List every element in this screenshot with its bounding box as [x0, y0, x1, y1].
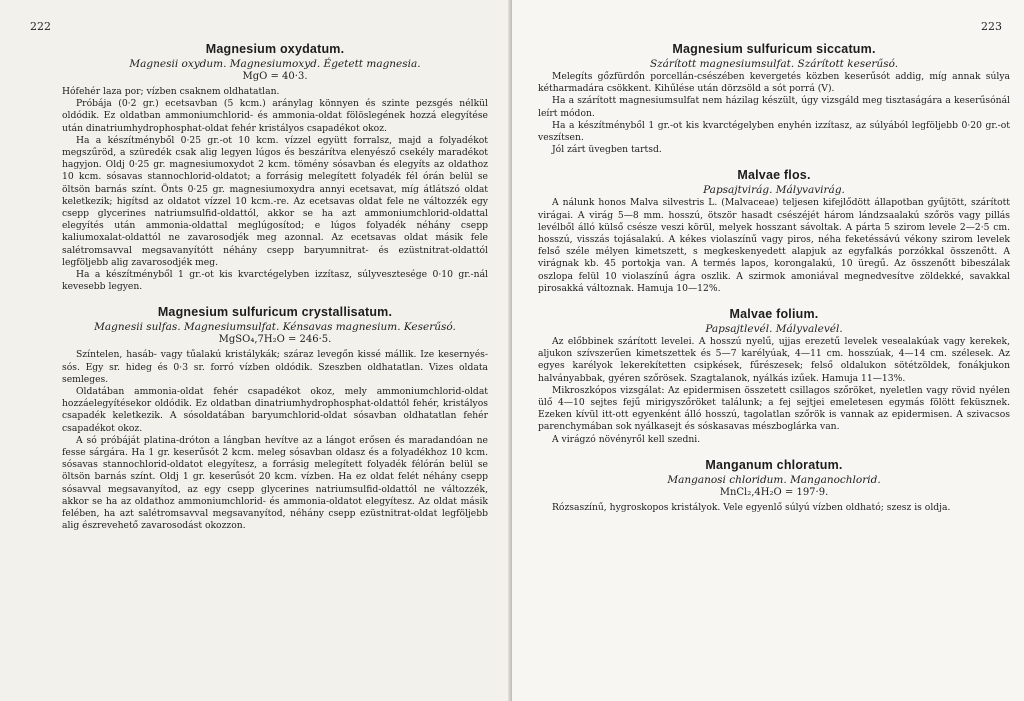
section-malvae-flos [538, 168, 1010, 295]
paragraph: A virágzó növényről kell szedni. [552, 433, 701, 445]
section-magnesium-oxydatum [62, 42, 488, 293]
section-magnesium-sulfuricum-crystallisatum [62, 305, 488, 532]
section-subtitle: Szárított magnesiumsulfat. Szárított keserűsó. [649, 58, 899, 70]
page-number: 222 [30, 20, 51, 33]
section-manganum-chloratum [538, 458, 1010, 514]
section-subtitle: Magnesii oxydum. Magnesiumoxyd. Égetett magnesia. [129, 58, 421, 70]
formula: MgO = 40·3. [242, 71, 308, 82]
section-malvae-folium [538, 307, 1010, 446]
paragraph: Az előbbinek szárított levelei. A hosszú nyelű, ujjas erezetű levelek vesealakúak vagy kerekek, aljukon szívszerűen kimetszettek és 5—7 karélyúak, 4—11 cm. hosszúak, 4—14 cm. szélesek. Az egyes karélyok lekerekítetten csipkések, fűrészesek; felső oldalukon sötétzöldek, fonákjukon halványabbak, gyéren szőrösek. Szagtalanok, nyálkás izűek. Hamuja 11—13%. [538, 336, 1010, 384]
section-subtitle: Manganosi chloridum. Manganochlorid. [667, 473, 881, 486]
paragraph: A nálunk honos Malva silvestris L. (Malvaceae) teljesen kifejlődött állapotban gyűjtött, szárított virágai. A virág 5—8 mm. hosszú, ötször hasadt csészéjét három lándzsaalakú szőrös vagy pillás levélből álló külső csésze veszi körül, melyek hosszant sávoltak. A párta 5 szirom levele 2—2·5 cm. hosszú, visszás tojásalakú. A kékes violaszínű vagy piros, néha feketéssávú vékony szirom levelek felső széle mélyen kimetszett, s megkeskenyedett alapjuk az egyfalkás porzókkal összenőtt. A virágnak kb. 45 portokja van. A termés lapos, korongalakú, 10 üregű. Az összenőtt bibeszálak oszlopa felül 10 violaszínű ágra oszlik. A szirmok amoniával megnedvesítve zöldekké, savakkal pirosakká változnak. Hamuja 10—12%. [538, 197, 1010, 294]
page-number: 223 [981, 20, 1002, 33]
section-title: Malvae flos. [737, 168, 811, 183]
section-magnesium-sulfuricum-siccatum [538, 42, 1010, 156]
section-subtitle: Papsajtlevél. Mályvalevél. [705, 323, 843, 336]
paragraph: Ha a készítményből 0·25 gr.-ot 10 kcm. vízzel együtt forralsz, majd a folyadékot megszűröd, a szüredék csak alig legyen lúgos és beszárítva elenyésző csekély maradékot hagyjon. Oldj 0·25 gr. magnesiumoxydot 2 kcm. tömény sósavban és elegyíts az oldathoz 10 kcm. sósavas stannochlorid-oldatot; a forrásig melegített folyadék fél órán belül se öltsön barnás színt. Önts 0·25 gr. magnesiumoxydra annyi ecetsavat, míg átlátszó oldat keletkezik; higítsd az oldatot vízzel 10 kcm.-re. Az ecetsavas oldat fele ne változzék egy csepp glycerines natriumsulfid-oldattól, akkor se ha azt ammoniumchlorid-oldattal elegyítés után ammonia-oldattal meglúgosítod; e lúgos folyadék néhány csepp kaliumoxalat-oldattól ne zavarosodjék meg azonnal. Az ecetsavas oldat másik fele salétromsavval megsavanyítótt néhány csepp baryumnitrat- és ezüstnitrat-oldattól legföljebb alig zavarosodjék meg. [62, 134, 488, 268]
paragraph: Próbája (0·2 gr.) ecetsavban (5 kcm.) aránylag könnyen és szinte pezsgés nélkül oldódik. Ez oldatban ammoniumchlorid- és ammonia-oldat fölöslegének hozzá elegyítése után dinatriumhydrophosphat-oldat fehér kristályos csapadékot okoz. [62, 98, 488, 134]
paragraph: Jól zárt üvegben tartsd. [552, 144, 662, 156]
paragraph: Színtelen, hasáb- vagy tűalakú kristálykák; száraz levegőn kissé mállik. Ize kesernyés-sós. Egy sr. hideg és 0·3 sr. forró vízben oldódik. Szeszben oldhatatlan. Vizes oldata semleges. [62, 349, 488, 385]
paragraph: Ha a szárított magnesiumsulfat nem házilag készült, úgy vizsgáld meg tisztaságára a keserűsónál leírt módon. [538, 95, 1010, 119]
formula: MnCl₂,4H₂O = 197·9. [719, 486, 829, 498]
paragraph: Ha a készítményből 1 gr.-ot kis kvarctégelyben enyhén izzítasz, az súlyából legföljebb 0·20 gr.-ot veszítsen. [538, 119, 1010, 144]
paragraph: A só próbáját platina-dróton a lángban hevítve az a lángot erősen és maradandóan ne fesse sárgára. Ha 1 gr. keserűsót 2 kcm. meleg sósavban oldasz és a folyadékhoz 10 kcm. sósavas stannochlorid-oldatot elegyítesz, a forrásig melegített folyadék félórán belül se öltsön barnás színt. Oldj 1 gr. keserűsót 20 kcm. vízben. Ha ez oldat felét néhány csepp sósavval megsavanyítod, az egy csepp glycerines natriumsulfid-oldattól ne változzék, akkor se ha az oldathoz ammoniumchlorid- és ammonia-oldatot elegyítesz. Az oldat másik felében, ha azt salétromsavval megsavanyítod, néhány csepp ezüstnitrat-oldat legföljebb alig észrevehető zavarosodást okozzon. [62, 434, 488, 532]
paragraph: Mikroszkópos vizsgálat: Az epidermisen összetett csillagos szőröket, nyeletlen vagy rövid nyélen ülő 4—10 sejtes fejű mirigyszőröket találunk; a fej sejtjei emeletesen egymás fölött feküsznek. Ezeken kívül itt-ott egyenként álló hosszú, tagolatlan szőrök is vannak az epidermisen. A szivacsos parenchymában sok nyálkasejt és sóskasavas mészboglárka van. [538, 384, 1010, 433]
section-subtitle: Papsajtvirág. Mályvavirág. [703, 184, 845, 197]
paragraph: Melegíts gőzfürdőn porcellán-csészében kevergetés közben keserűsót addig, míg annak súlya kétharmadára csökkent. Kihűlése után dörzsöld a sót porrá (V). [538, 71, 1010, 95]
formula: MgSO₄,7H₂O = 246·5. [218, 334, 332, 346]
section-subtitle: Magnesii sulfas. Magnesiumsulfat. Kénsavas magnesium. Keserűsó. [94, 321, 456, 334]
section-title: Magnesium oxydatum. [205, 42, 345, 56]
paragraph: Ha a készítményből 1 gr.-ot kis kvarctégelyben izzítasz, súlyvesztesége 0·10 gr.-nál kevesebb legyen. [62, 269, 488, 293]
section-title: Magnesium sulfuricum crystallisatum. [157, 305, 393, 320]
section-title: Malvae folium. [729, 307, 819, 322]
section-title: Manganum chloratum. [705, 457, 843, 472]
right-page [512, 0, 1024, 701]
paragraph: Rózsaszínű, hygroskopos kristályok. Vele egyenlő súlyú vízben oldható; szesz is oldja. [552, 501, 951, 513]
paragraph: Hófehér laza por; vízben csaknem oldhatatlan. [62, 86, 280, 97]
paragraph: Oldatában ammonia-oldat fehér csapadékot okoz, mely ammoniumchlorid-oldat hozzáelegyítésekor oldódik. Ez oldatban dinatriumhydrophosphat-oldattól fehér, kristályos csapadék keletkezik. A sósoldatában baryumchlorid-oldat sósavban oldhatatlan fehér csapadékot okoz. [62, 386, 488, 434]
section-title: Magnesium sulfuricum siccatum. [672, 42, 876, 56]
